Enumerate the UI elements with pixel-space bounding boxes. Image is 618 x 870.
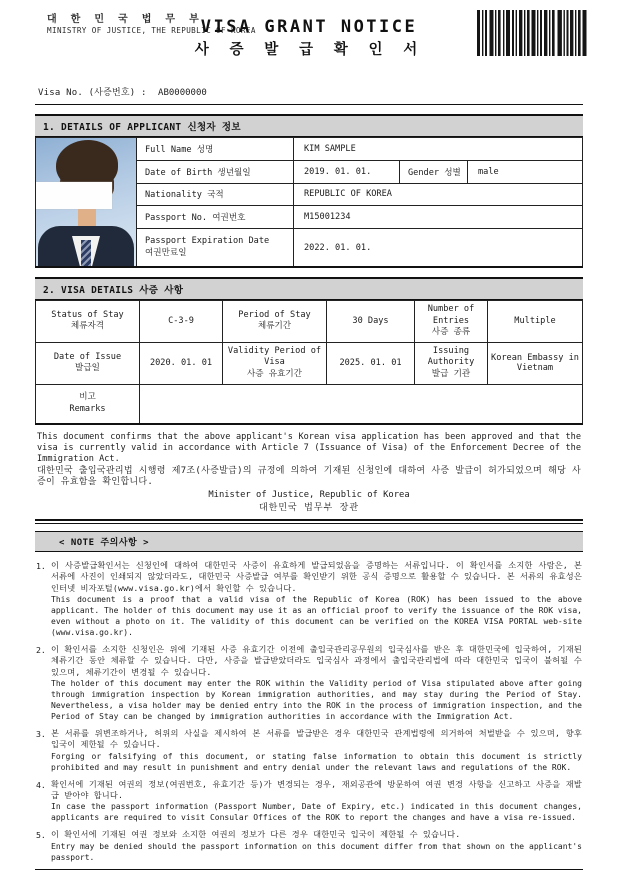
note-item-korean: 이 확인서를 소지한 신청인은 위에 기재된 사증 유효기간 이전에 출입국관리공무원의 입국심사를 받은 후 대한민국에 입국하여, 기재된 체류기간 동안 체류할 수 있습니다. 다만, 사증을 발급받았더라도 입국심사 과정에서 출입국관리법에 따라 대한민국 입국이 불허될 수 있으며, 체류기간이 변경될 수 있습니다. (51, 644, 582, 677)
passport-expiration-label: Passport Expiration Date 여권만료일 (137, 229, 294, 267)
period-of-stay-label: Period of Stay 체류기간 (223, 301, 327, 343)
document-header (35, 10, 583, 76)
status-of-stay-label: Status of Stay 체류자격 (36, 301, 140, 343)
table-row (36, 342, 583, 384)
note-item (36, 560, 582, 638)
validity-period-label: Validity Period of Visa 사증 유효기간 (223, 342, 327, 384)
issuing-authority-value: Korean Embassy in Vietnam (488, 342, 583, 384)
table-row (36, 301, 583, 343)
confirmation-english: This document confirms that the above applicant's Korean visa application has been approved and that the visa is currently valid in accordance with Article 7 (Issuance of Visa) of the Enforcement Decree of the Immigration Act. (37, 431, 581, 465)
note-item-korean: 확인서에 기재된 여권의 정보(여권번호, 유효기간 등)가 변경되는 경우, 재외공관에 방문하여 여권 변경 사항을 신고하고 사증을 재발급 받아야 합니다. (51, 778, 582, 801)
date-of-issue-label: Date of Issue 발급일 (36, 342, 140, 384)
visa-grant-notice-document (35, 0, 583, 870)
full-name-label: Full Name 성명 (137, 138, 294, 161)
note-list (35, 560, 583, 863)
note-item-number: 2. (36, 645, 46, 656)
note-item-number: 1. (36, 560, 46, 571)
remarks-value (140, 384, 583, 424)
note-item-korean: 본 서류를 위변조하거나, 허위의 사실을 제시하여 본 서류를 발급받은 경우 대한민국 관계법령에 의거하여 처벌받을 수 있으며, 향후 입국이 제한될 수 있습니다. (51, 728, 582, 750)
section-divider (35, 519, 583, 524)
number-of-entries-value: Multiple (488, 301, 583, 343)
barcode-icon (477, 10, 589, 56)
remarks-label: 비고 Remarks (36, 384, 140, 424)
passport-number-value: M15001234 (294, 206, 583, 229)
applicant-details-table (35, 137, 583, 268)
passport-number-label: Passport No. 여권번호 (137, 206, 294, 229)
visa-number-label: Visa No. (사증번호) : (38, 88, 147, 98)
note-item (36, 829, 582, 862)
validity-period-value: 2025. 01. 01 (327, 342, 415, 384)
note-item-english: The holder of this document may enter the ROK within the Validity period of Visa stipulated above after going through immigration inspection by Korean immigration authorities, and may stay during the Period of Stay. Nevertheless, a visa holder may be denied entry into the ROK in the process of immigration inspection, and the Period of Stay can be changed by immigration authorities in accordance with the Immigration Act. (51, 678, 582, 722)
confirmation-statement (35, 429, 583, 489)
visa-number-value: AB0000000 (158, 88, 207, 98)
date-of-issue-value: 2020. 01. 01 (140, 342, 223, 384)
table-row (36, 384, 583, 424)
applicant-photo (36, 138, 136, 266)
date-of-birth-label: Date of Birth 생년월일 (137, 160, 294, 183)
status-of-stay-value: C-3-9 (140, 301, 223, 343)
date-of-birth-value: 2019. 01. 01. (294, 160, 400, 183)
note-item-number: 5. (36, 830, 46, 841)
visa-details-table (35, 300, 583, 425)
full-name-value: KIM SAMPLE (294, 138, 583, 161)
nationality-value: REPUBLIC OF KOREA (294, 183, 583, 206)
minister-title-english: Minister of Justice, Republic of Korea (208, 489, 410, 500)
note-item-english: This document is a proof that a valid visa of the Republic of Korea (ROK) has been issued to the above applicant. The holder of this document may use it as an official proof to verify the issuance of the ROK visa, even without a photo on it. The validity of this document can be verified on the KOREA VISA PORTAL web-site (www.visa.go.kr). (51, 594, 582, 637)
minister-signature-block (35, 490, 583, 513)
note-item-number: 4. (36, 779, 46, 790)
note-item (36, 644, 582, 722)
note-item-korean: 이 확인서에 기재된 여권 정보와 소지한 여권의 정보가 다른 경우 대한민국 입국이 제한될 수 있습니다. (51, 829, 461, 840)
table-row (36, 138, 583, 161)
section1-header: 1. DETAILS OF APPLICANT 신청자 정보 (35, 114, 583, 137)
passport-expiration-value: 2022. 01. 01. (294, 229, 583, 267)
note-item (36, 779, 582, 824)
issuing-authority-label: Issuing Authority 발급 기관 (415, 342, 488, 384)
note-item-number: 3. (36, 729, 46, 740)
photo-eye-redaction (36, 182, 112, 209)
ministry-name-english: MINISTRY OF JUSTICE, THE REPUBLIC OF KOREA (47, 26, 256, 35)
note-item-english: Forging or falsifying of this document, or stating false information to obtain this document is strictly prohibited and may result in punishment and entry denial under the relevant laws and regulations of the ROK. (51, 751, 582, 772)
note-item (36, 728, 582, 773)
confirmation-korean: 대한민국 출입국관리법 시행령 제7조(사증발급)의 규정에 의하여 기재된 신청인에 대하여 사증 발급이 허가되었으며 해당 사증이 유효함을 확인합니다. (37, 465, 581, 488)
visa-number-row (35, 85, 583, 105)
number-of-entries-label: Number of Entries 사증 종류 (415, 301, 488, 343)
document-title-korean: 사 증 발 급 확 인 서 (194, 42, 424, 58)
period-of-stay-value: 30 Days (327, 301, 415, 343)
gender-label: Gender 성별 (400, 160, 468, 183)
note-item-english: In case the passport information (Passport Number, Date of Expiry, etc.) indicated in this document changes, applicants are required to visit Consular Offices of the ROK to report the changes and have a visa re-issued. (51, 802, 582, 823)
gender-value: male (468, 160, 583, 183)
nationality-label: Nationality 국적 (137, 183, 294, 206)
section2-header: 2. VISA DETAILS 사증 사항 (35, 277, 583, 300)
note-item-korean: 이 사증발급확인서는 신청인에 대하여 대한민국 사증이 유효하게 발급되었음을 증명하는 서류입니다. 이 확인서를 소지한 사람은, 본 서류에 사진이 인쇄되지 않았더라도, 대한민국 사증발급 여부를 확인받기 위한 공식 증명으로 활용할 수 있습니다. 본 서류의 유효성은 인터넷 비자포털(www.visa.go.kr)에서 확인할 수 있습니다. (51, 559, 582, 593)
document-title-english: VISA GRANT NOTICE (200, 17, 418, 37)
note-item-english: Entry may be denied should the passport information on this document differ from that shown on the applicant's passport. (51, 841, 582, 862)
ministry-name-korean: 대 한 민 국 법 무 부 (47, 14, 203, 25)
note-section-header: < NOTE 주의사항 > (35, 531, 583, 552)
minister-title-korean: 대한민국 법무부 장관 (258, 502, 360, 513)
